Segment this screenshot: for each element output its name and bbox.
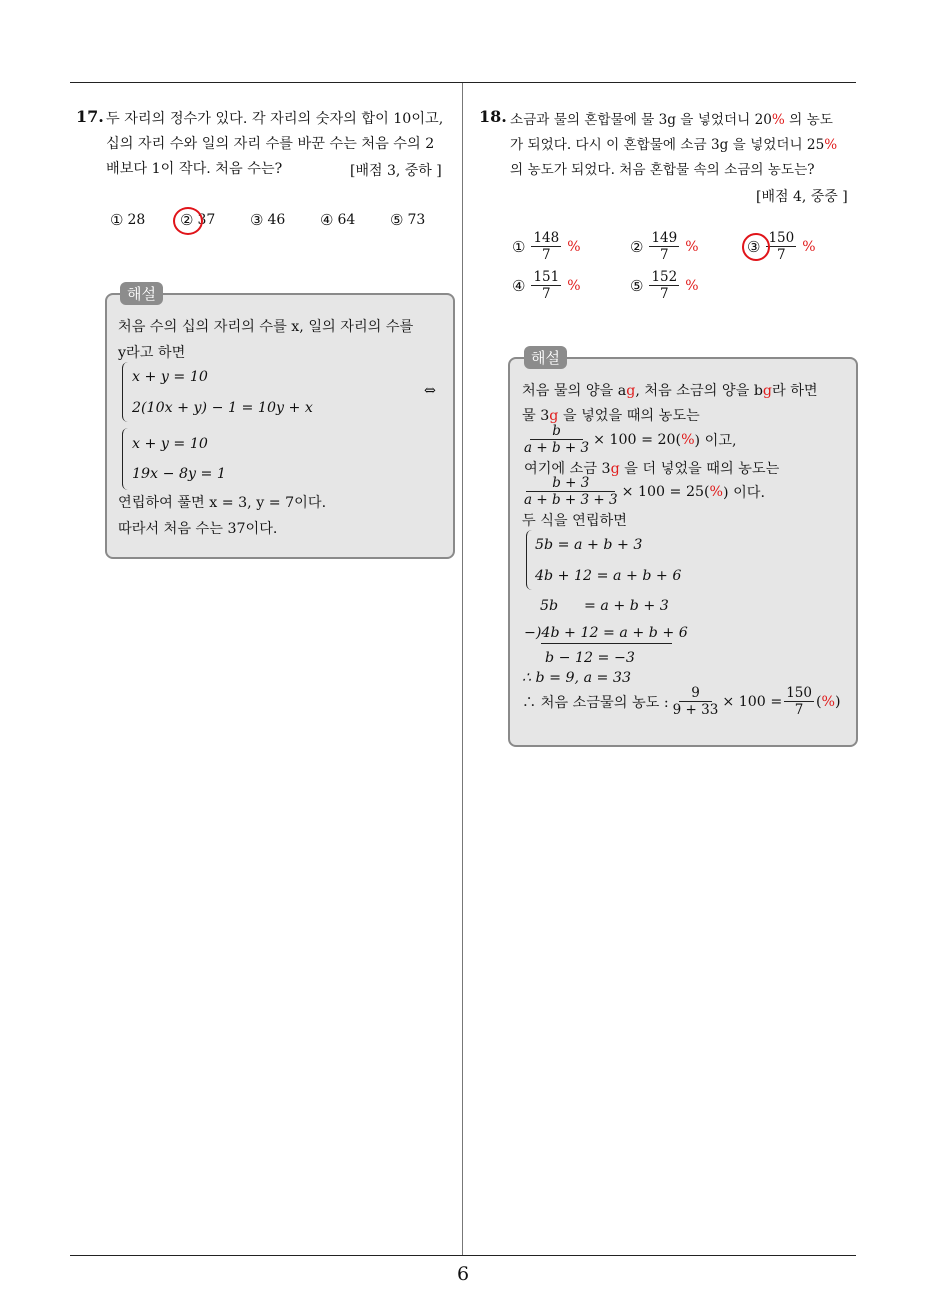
question-text-line: 의 농도가 되었다. 처음 혼합물 속의 소금의 농도는? [510,162,815,178]
choice-1[interactable] [110,211,145,229]
score-label: [배점 3, 중하 ] [350,163,442,179]
choice-4[interactable] [512,269,581,302]
footer-rule [70,1255,856,1256]
choice-5[interactable] [630,269,699,302]
subtraction-result: b − 12 = −3 [545,650,635,666]
final-answer-line: ∴ 처음 소금물의 농도 : $\frac{9}{9 + 33}$ × 100 = $\frac{150}{7}$ ( % ) [522,685,841,718]
choice-number: ① [110,211,124,229]
percent-sign: % [802,238,816,255]
equation: 5b = a + b + 3 [535,537,643,553]
header-rule [70,82,856,83]
equation: x + y = 10 [132,436,208,452]
solution-line: y라고 하면 [118,345,186,361]
solution-line: 물 3g 을 넣었을 때의 농도는 [522,408,700,424]
equation: 4b + 12 = a + b + 6 [535,568,682,584]
choice-number: ⑤ [630,276,644,295]
percent-sign: % [685,277,699,294]
choice-value: 64 [337,212,356,228]
solution-tab: 해설 [524,346,567,369]
solution-line: 처음 수의 십의 자리의 수를 x, 일의 자리의 수를 [118,319,414,335]
choice-1[interactable] [512,230,581,263]
choice-fraction: $\frac{148}{7}$ [533,230,560,263]
choice-number: ③ [250,211,264,229]
choice-value: 37 [197,212,216,228]
choice-number: ④ [512,276,526,295]
solution-tab: 해설 [120,282,163,305]
choice-number: ② [180,211,194,229]
subtraction-line-2: −)4b + 12 = a + b + 6 [524,625,688,641]
choice-5[interactable] [390,211,425,229]
page-number: 6 [456,1263,470,1285]
equivalence-symbol: ⇔ [424,383,436,399]
percent-sign: % [567,277,581,294]
column-divider [462,83,463,1255]
choice-value: 46 [267,212,286,228]
choice-value: 28 [127,212,146,228]
equation: x + y = 10 [132,369,208,385]
selected-answer-circle [173,207,203,235]
choice-number: ⑤ [390,211,404,229]
choice-number: ④ [320,211,334,229]
choice-fraction: $\frac{149}{7}$ [651,230,678,263]
choice-3[interactable] [250,211,285,229]
question-number: 17. [76,107,104,126]
solution-line: 따라서 처음 수는 37이다. [118,521,278,537]
choice-fraction: $\frac{151}{7}$ [533,269,560,302]
question-text-line: 가 되었다. 다시 이 혼합물에 소금 3g 을 넣었더니 25% [510,137,838,153]
system-brace [122,362,129,422]
percent-sign: % [824,137,838,153]
choice-number: ③ [747,237,761,256]
percent-sign: % [771,112,785,128]
choice-2[interactable] [630,230,699,263]
subtraction-line-1-right: = a + b + 3 [584,598,669,614]
question-text-line: 십의 자리 수와 일의 자리 수를 바꾼 수는 처음 수의 2 [106,136,435,152]
equation: 2(10x + y) − 1 = 10y + x [132,400,313,416]
system-brace [122,428,129,490]
solution-line: 두 식을 연립하면 [522,513,627,529]
question-number: 18. [479,107,507,126]
equation: 19x − 8y = 1 [132,466,226,482]
score-label: [배점 4, 중중 ] [756,189,848,205]
subtraction-rule [541,643,672,644]
result-line: ∴ b = 9, a = 33 [522,670,631,686]
choice-value: 73 [407,212,426,228]
question-text-line: 두 자리의 정수가 있다. 각 자리의 숫자의 합이 10이고, [106,111,444,127]
choice-number: ② [630,237,644,256]
question-text-line: 배보다 1이 작다. 처음 수는? [106,161,283,177]
choice-fraction: $\frac{150}{7}$ [768,230,795,263]
solution-line: 여기에 소금 3g 을 더 넣었을 때의 농도는 [524,461,780,477]
percent-sign: % [685,238,699,255]
choice-4[interactable] [320,211,355,229]
concentration-equation-1: $\frac{b}{a + b + 3}$ × 100 = 20( % ) 이고, [524,423,737,456]
percent-sign: % [567,238,581,255]
question-text-line: 소금과 물의 혼합물에 물 3g 을 넣었더니 20% 의 농도 [510,112,833,128]
system-brace [526,530,533,590]
subtraction-line-1-left: 5b [540,598,559,614]
choice-fraction: $\frac{152}{7}$ [651,269,678,302]
solution-line: 처음 물의 양을 ag, 처음 소금의 양을 bg라 하면 [522,383,818,399]
selected-answer-circle [742,233,770,261]
choice-number: ① [512,237,526,256]
concentration-equation-2: $\frac{b + 3}{a + b + 3 + 3}$ × 100 = 25( % ) 이다. [524,475,765,508]
solution-line: 연립하여 풀면 x = 3, y = 7이다. [118,495,327,511]
